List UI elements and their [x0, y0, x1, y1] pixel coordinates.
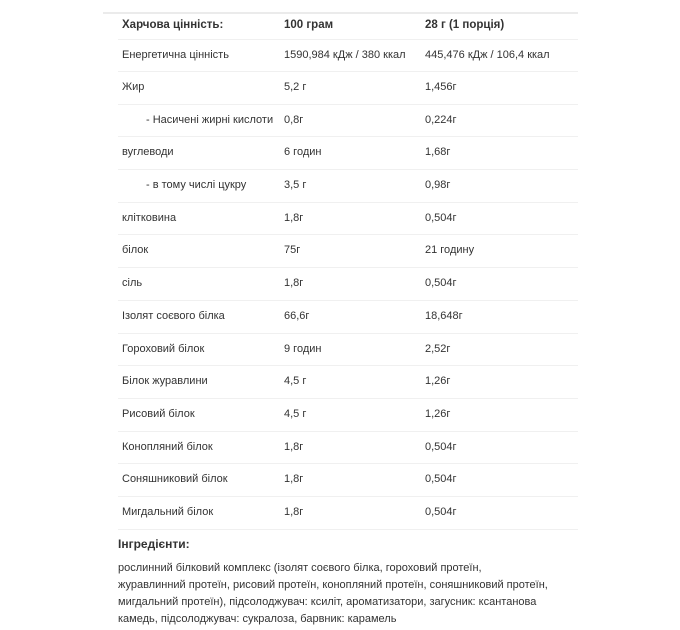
- value-per-100g: 5,2 г: [284, 81, 307, 93]
- table-row: [118, 432, 578, 465]
- value-per-100g: 4,5 г: [284, 407, 307, 420]
- value-per-100g: 1,8г: [284, 505, 304, 518]
- value-per-100g: 75г: [284, 244, 301, 257]
- header-per-serving: 28 г (1 порція): [425, 19, 505, 31]
- value-per-100g: 1,8г: [284, 473, 304, 486]
- value-per-100g: 1,8г: [284, 211, 304, 224]
- table-row: [118, 72, 578, 105]
- value-per-serving: 445,476 кДж / 106,4 ккал: [425, 49, 550, 61]
- value-per-100g: 66,6г: [284, 309, 310, 322]
- value-per-serving: 0,504г: [425, 211, 457, 224]
- value-per-serving: 2,52г: [425, 342, 451, 355]
- value-per-serving: 18,648г: [425, 309, 463, 322]
- table-row: [118, 464, 578, 497]
- ingredients-text: рослинний білковий комплекс (ізолят соєвого білка, гороховий протеїн, журавлинний протеїн, рисовий протеїн, конопляний протеїн, соняшниковий протеїн, мигдальний протеїн), підсолоджувач: ксиліт, ароматизатори, загусник: ксантанова камедь, підсолоджувач: сукралоза, барвник: карамель: [118, 562, 548, 625]
- nutrient-name: - Насичені жирні кислоти: [146, 113, 274, 126]
- table-row: [118, 366, 578, 399]
- value-per-100g: 9 годин: [284, 342, 322, 355]
- table-header: [118, 12, 578, 40]
- nutrient-name: Соняшниковий білок: [122, 473, 228, 486]
- value-per-serving: 0,98г: [425, 179, 451, 192]
- value-per-serving: 0,504г: [425, 440, 457, 453]
- value-per-serving: 0,504г: [425, 505, 457, 518]
- value-per-serving: 1,68г: [425, 146, 451, 159]
- value-per-100g: 3,5 г: [284, 179, 307, 192]
- value-per-100g: 1590,984 кДж / 380 ккал: [284, 49, 406, 61]
- header-per-100g: 100 грам: [284, 19, 334, 31]
- value-per-serving: 21 годину: [425, 244, 475, 257]
- table-row: [118, 235, 578, 268]
- table-row: [118, 170, 578, 203]
- nutrient-name: Конопляний білок: [122, 440, 213, 453]
- nutrient-name: - в тому числі цукру: [146, 179, 247, 192]
- nutrient-name: Енергетична цінність: [122, 49, 229, 61]
- header-nutrition-value: Харчова цінність:: [122, 19, 224, 31]
- nutrient-name: клітковина: [122, 211, 177, 224]
- table-row: [118, 334, 578, 367]
- nutrient-name: Жир: [122, 81, 145, 93]
- value-per-serving: 0,504г: [425, 473, 457, 486]
- value-per-100g: 6 годин: [284, 146, 322, 159]
- table-row: [118, 137, 578, 170]
- value-per-100g: 1,8г: [284, 440, 304, 453]
- value-per-100g: 0,8г: [284, 113, 304, 126]
- value-per-serving: 0,224г: [425, 113, 457, 126]
- table-row: [118, 203, 578, 236]
- value-per-serving: 1,26г: [425, 407, 451, 420]
- nutrition-table: [118, 12, 578, 530]
- value-per-serving: 0,504г: [425, 277, 457, 290]
- value-per-100g: 4,5 г: [284, 375, 307, 388]
- nutrient-name: Рисовий білок: [122, 407, 195, 420]
- nutrient-name: Мигдальний білок: [122, 505, 214, 518]
- value-per-serving: 1,26г: [425, 375, 451, 388]
- ingredients-title: Інгредієнти:: [118, 537, 190, 551]
- nutrient-name: Білок журавлини: [122, 375, 208, 388]
- table-row: [118, 399, 578, 432]
- value-per-serving: 1,456г: [425, 81, 457, 93]
- table-row: [118, 301, 578, 334]
- nutrient-name: вуглеводи: [122, 146, 174, 159]
- table-row: [118, 105, 578, 138]
- nutrient-name: Гороховий білок: [122, 342, 205, 355]
- nutrient-name: Ізолят соєвого білка: [122, 309, 225, 322]
- table-row: [118, 268, 578, 301]
- value-per-100g: 1,8г: [284, 277, 304, 290]
- nutrient-name: білок: [122, 244, 149, 257]
- nutrient-name: сіль: [122, 277, 143, 290]
- table-row: [118, 497, 578, 530]
- table-row: [118, 40, 578, 72]
